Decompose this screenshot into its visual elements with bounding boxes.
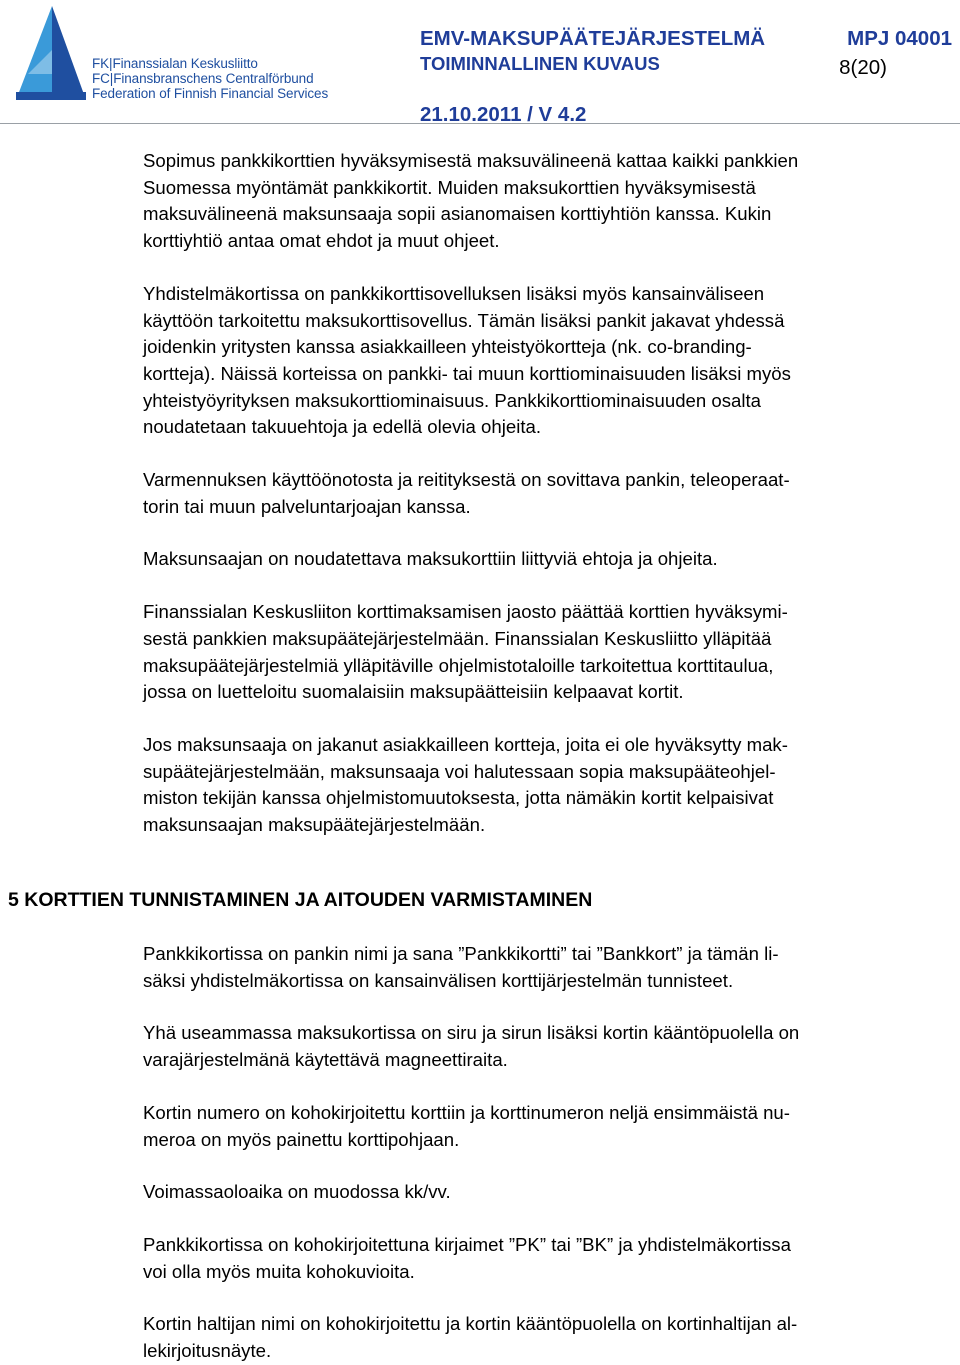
document-title: EMV-MAKSUPÄÄTEJÄRJESTELMÄ [420, 27, 766, 50]
paragraph: Pankkikortissa on kohokirjoitettuna kirjaimet ”PK” tai ”BK” ja yhdistelmäkortissa voi olla myös muita kohokuvioita. [143, 1233, 791, 1282]
paragraph: Yhdistelmäkortissa on pankkikorttisovelluksen lisäksi myös kansainväliseen käyttöön tarkoitettu maksukorttisovellus. Tämän lisäksi pankit jakavat yhdessä joidenkin yritysten kanssa asiakkailleen yhteistyökortteja (nk. co-branding- kortteja). Näissä korteissa on pankki- tai muun korttiominaisuuden lisäksi myös yhteistyöyrityksen maksukorttiominaisuus. Pankkikorttiominaisuuden osalta noudatetaan takuuehtoja ja edellä olevia ohjeita. [143, 282, 791, 438]
document-subtitle: TOIMINNALLINEN KUVAUS [420, 53, 660, 74]
organization-logo [12, 4, 352, 106]
page-number: 8(20) [839, 56, 887, 79]
paragraph: Kortin haltijan nimi on kohokirjoitettu ja kortin kääntöpuolella on kortinhaltijan al- lekirjoitusnäyte. [143, 1313, 798, 1362]
section-heading: 5 KORTTIEN TUNNISTAMINEN JA AITOUDEN VARMISTAMINEN [8, 889, 593, 911]
paragraph: Maksunsaajan on noudatettava maksukorttiin liittyviä ehtoja ja ohjeita. [143, 548, 718, 570]
body-text-block [143, 148, 948, 839]
paragraph: Varmennuksen käyttöönotosta ja reitityksestä on sovittava pankin, teleoperaat- torin tai muun palveluntarjoajan kanssa. [143, 469, 790, 517]
paragraph: Voimassaoloaika on muodossa kk/vv. [143, 1181, 451, 1203]
document-code: MPJ 04001 [847, 27, 952, 50]
logo-text-fc: FC|Finansbranschens Centralförbund [92, 71, 314, 86]
paragraph: Jos maksunsaaja on jakanut asiakkailleen kortteja, joita ei ole hyväksytty mak- supäätejärjestelmään, maksunsaaja voi halutessaan sopia maksupääteohjel- miston tekijän kanssa ohjelmistomuutoksesta, jotta nämäkin kortit kelpaisivat maksunsaajan maksupäätejärjestelmään. [143, 733, 788, 836]
paragraph: Sopimus pankkikorttien hyväksymisestä maksuvälineenä kattaa kaikki pankkien Suomessa myöntämät pankkikortit. Muiden maksukorttien hyväksymisestä maksuvälineenä maksunsaaja sopii asianomaisen korttiyhtiön kanssa. Kukin korttiyhtiö antaa omat ehdot ja muut ohjeet. [143, 150, 799, 252]
section-5-text-block [143, 941, 948, 1365]
paragraph: Yhä useammassa maksukortissa on siru ja sirun lisäksi kortin kääntöpuolella on varajärjestelmänä käytettävä magneettiraita. [143, 1022, 800, 1071]
header-divider [0, 123, 960, 124]
document-date-version: 21.10.2011 / V 4.2 [420, 103, 587, 126]
logo-text-fk: FK|Finanssialan Keskusliitto [92, 56, 258, 71]
logo-text-federation: Federation of Finnish Financial Services [92, 86, 329, 101]
logo-mark [12, 4, 92, 104]
paragraph: Kortin numero on kohokirjoitettu korttiin ja korttinumeron neljä ensimmäistä nu- meroa on myös painettu korttipohjaan. [143, 1101, 790, 1150]
paragraph: Finanssialan Keskusliiton korttimaksamisen jaosto päättää korttien hyväksymi- sestä pankkien maksupäätejärjestelmään. Finanssialan Keskusliitto ylläpitää maksupäätejärjestelmiä ylläpitäville ohjelmistotaloille tarkoitettua korttitaulua, jossa on luetteloitu suomalaisiin maksupäätteisiin kelpaavat kortit. [143, 601, 788, 703]
paragraph: Pankkikortissa on pankin nimi ja sana ”Pankkikortti” tai ”Bankkort” ja tämän li- säksi yhdistelmäkortissa on kansainvälisen korttijärjestelmän tunnisteet. [143, 943, 779, 991]
